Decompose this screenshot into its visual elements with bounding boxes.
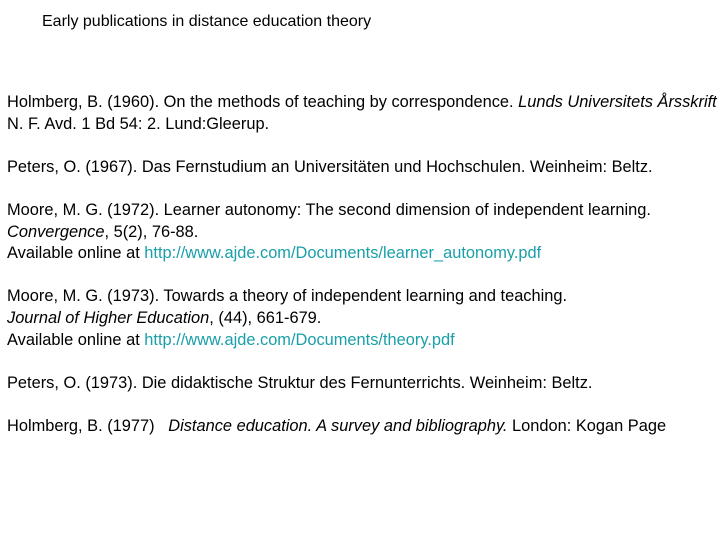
reference-text: Peters, O. (1973). Die didaktische Struktur des Fernunterrichts. Weinheim: Beltz. [7, 373, 593, 392]
reference-journal: Journal of Higher Education [7, 308, 210, 327]
reference-book-title: Distance education. A survey and bibliography. [168, 416, 508, 435]
reference-details: , 5(2), 76-88. [104, 222, 199, 241]
reference-text: Peters, O. (1967). Das Fernstudium an Universitäten und Hochschulen. Weinheim: Beltz. [7, 157, 653, 176]
available-online-label: Available online at [7, 330, 145, 349]
reference-item [7, 416, 723, 438]
available-online-label: Available online at [7, 244, 145, 263]
reference-link[interactable]: http://www.ajde.com/Documents/learner_autonomy.pdf [144, 244, 542, 263]
reference-details: N. F. Avd. 1 Bd 54: 2. Lund:Gleerup. [7, 114, 270, 133]
reference-text: Holmberg, B. (1960). On the methods of teaching by correspondence. [7, 93, 519, 111]
page-title: Early publications in distance education theory [42, 13, 372, 30]
reference-item [7, 286, 723, 351]
reference-item [7, 157, 723, 179]
reference-text: Moore, M. G. (1973). Towards a theory of independent learning and teaching. [7, 287, 568, 306]
reference-link[interactable]: http://www.ajde.com/Documents/theory.pdf [144, 330, 455, 349]
reference-text: Holmberg, B. (1977) [7, 416, 169, 435]
reference-journal: Lunds Universitets Årsskrift [518, 93, 717, 111]
reference-item [7, 200, 723, 265]
reference-details: , (44), 661-679. [209, 308, 322, 327]
reference-item [7, 92, 723, 135]
reference-journal: Convergence [7, 222, 105, 241]
reference-details: London: Kogan Page [507, 416, 667, 435]
reference-list [7, 92, 723, 438]
reference-text: Moore, M. G. (1972). Learner autonomy: The second dimension of independent learning. [7, 200, 651, 219]
reference-item [7, 373, 723, 395]
